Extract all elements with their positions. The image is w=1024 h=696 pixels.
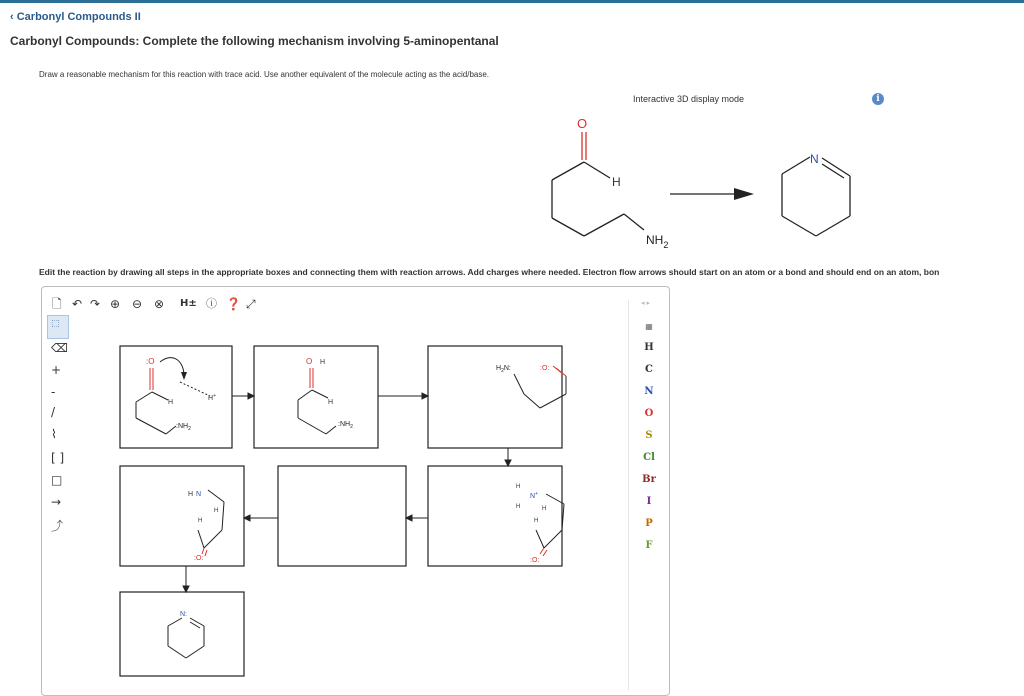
b6-nitrogen: N+ xyxy=(530,491,538,500)
mechanism-box-5[interactable] xyxy=(278,466,406,566)
redo-icon[interactable]: ↷ xyxy=(90,297,101,311)
hplus-button[interactable]: H± xyxy=(180,298,197,309)
atom-s[interactable]: S xyxy=(645,430,653,441)
b1-hydrogen: H xyxy=(168,399,174,406)
b6-h1: H xyxy=(516,484,521,490)
back-link-label: Carbonyl Compounds II xyxy=(16,11,141,23)
reaction-amine: $NH_2$ xyxy=(646,233,669,250)
marquee-select-icon: ⬚ xyxy=(51,319,60,329)
mechanism-box-3[interactable] xyxy=(428,346,562,448)
atom-p[interactable]: P xyxy=(645,518,653,529)
edit-instructions: Edit the reaction by drawing all steps in the appropriate boxes and connecting them with reaction arrows. Add charges where needed. Electron flow arrows should start on an atom or a bond and should end on an atom, bon xyxy=(39,267,940,277)
b4-h2: H xyxy=(214,508,219,514)
reaction-nitrogen: N xyxy=(810,152,819,166)
b3-oxygen: :O: xyxy=(540,365,550,372)
curved-arrow-icon[interactable]: ⤴ xyxy=(51,519,64,533)
info-icon[interactable]: i xyxy=(872,93,884,105)
b6-h3: H xyxy=(542,506,547,512)
b6-oxygen: :O: xyxy=(530,557,540,564)
zoom-reset-icon[interactable]: ⊗ xyxy=(154,297,165,311)
atom-c[interactable]: C xyxy=(645,364,653,375)
b1-amine: $:NH_2$ xyxy=(176,423,191,432)
b4-nitrogen: N xyxy=(196,491,202,498)
b2-h2: H xyxy=(328,399,334,406)
mechanism-canvas[interactable] xyxy=(110,334,630,684)
b6-h4: H xyxy=(534,518,539,524)
b2-h1: H xyxy=(320,359,326,366)
b3-amine: $H_2N$: xyxy=(496,365,511,374)
eraser-icon[interactable]: ⌫ xyxy=(51,341,68,355)
reaction-hydrogen: H xyxy=(612,175,621,189)
atom-o[interactable]: O xyxy=(644,408,654,419)
periodic-table-icon[interactable]: ▦ xyxy=(645,322,653,331)
bracket-tool-icon[interactable]: [ ] xyxy=(51,451,65,465)
zoom-in-icon[interactable]: ⊕ xyxy=(110,297,121,311)
atom-br[interactable]: Br xyxy=(642,474,656,485)
reaction-oxygen: O xyxy=(577,116,588,131)
question-instructions: Draw a reasonable mechanism for this reaction with trace acid. Use another equivalent of the molecule acting as the acid/base. xyxy=(39,70,490,79)
b4-h1: H xyxy=(188,491,194,498)
undo-icon[interactable]: ↶ xyxy=(72,297,83,311)
editor-toolbar xyxy=(48,296,328,314)
single-bond-icon[interactable]: / xyxy=(51,405,56,419)
b6-h2: H xyxy=(516,504,521,510)
back-link[interactable] xyxy=(10,11,141,23)
b7-nitrogen: N: xyxy=(180,611,187,618)
rectangle-tool-icon[interactable]: □ xyxy=(51,473,63,487)
atom-h[interactable]: H xyxy=(644,342,654,353)
zoom-out-icon[interactable]: ⊖ xyxy=(132,297,143,311)
page-title: Carbonyl Compounds: Complete the following mechanism involving 5-aminopentanal xyxy=(10,34,499,48)
atom-cl[interactable]: Cl xyxy=(643,452,655,463)
b2-amine: $:NH_2$ xyxy=(338,421,353,430)
chain-tool-icon[interactable]: ⌇ xyxy=(51,427,57,441)
new-document-icon[interactable]: 🗋 xyxy=(52,297,62,311)
b1-proton: H+ xyxy=(208,393,216,402)
chevron-left-icon: ‹ xyxy=(10,11,14,23)
b4-h3: H xyxy=(198,518,203,524)
reaction-arrow-icon[interactable]: → xyxy=(51,495,62,509)
reaction-scheme xyxy=(520,110,860,260)
expand-icon[interactable]: ⤢ xyxy=(246,297,256,311)
b1-oxygen: :O xyxy=(146,357,155,366)
atom-i[interactable]: I xyxy=(646,496,652,507)
mechanism-box-4[interactable] xyxy=(120,466,244,566)
top-accent-bar xyxy=(0,0,1024,3)
display-mode-label: Interactive 3D display mode xyxy=(633,94,745,104)
info-toolbar-icon[interactable]: ⓘ xyxy=(206,297,217,310)
panel-nav-arrows[interactable]: ◂ ▸ xyxy=(641,300,650,307)
positive-charge-icon[interactable]: + xyxy=(51,363,62,377)
atom-n[interactable]: N xyxy=(644,386,654,397)
mechanism-box-7[interactable] xyxy=(120,592,244,676)
help-icon[interactable]: ❓ xyxy=(226,297,241,311)
atom-f[interactable]: F xyxy=(645,540,653,551)
mechanism-box-2[interactable] xyxy=(254,346,378,448)
b2-oxygen: O xyxy=(306,357,313,366)
b4-oxygen: :O: xyxy=(194,555,204,562)
negative-charge-icon[interactable]: - xyxy=(51,385,56,399)
